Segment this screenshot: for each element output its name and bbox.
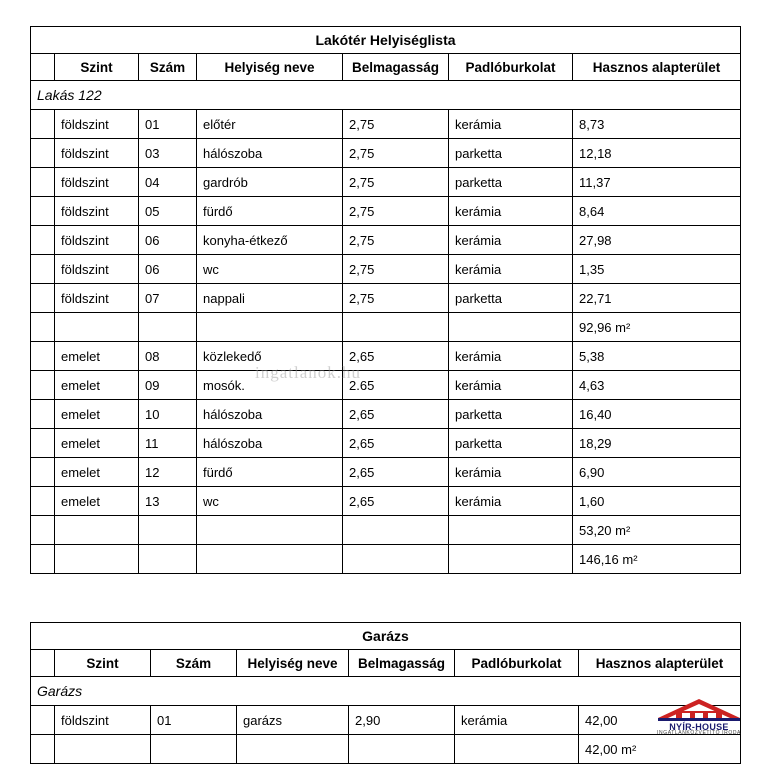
cell-szint: emelet xyxy=(55,458,139,487)
cell-padlo: kerámia xyxy=(449,458,573,487)
cell-belmagassag: 2,90 xyxy=(349,706,455,735)
garage-column-header-szam: Szám xyxy=(151,650,237,677)
row-marker xyxy=(31,545,55,574)
garage-total-row xyxy=(31,735,741,764)
column-header-szint: Szint xyxy=(55,54,139,81)
garage-group-label: Garázs xyxy=(31,677,741,706)
cell-padlo: kerámia xyxy=(449,255,573,284)
cell-szam: 11 xyxy=(139,429,197,458)
column-header-hasznos-alapterulet: Hasznos alapterület xyxy=(573,54,741,81)
garage-column-header-padloburkolat: Padlóburkolat xyxy=(455,650,579,677)
garage-column-header-hasznos-alapterulet: Hasznos alapterület xyxy=(579,650,741,677)
row-marker xyxy=(31,400,55,429)
cell-nev: gardrób xyxy=(197,168,343,197)
row-marker xyxy=(31,487,55,516)
table-row xyxy=(31,139,741,168)
garage-total-value: 42,00 m² xyxy=(579,735,741,764)
cell-szam: 12 xyxy=(139,458,197,487)
cell-terulet: 8,73 xyxy=(573,110,741,139)
group-label: Lakás 122 xyxy=(31,81,741,110)
table-row xyxy=(31,197,741,226)
cell-szam: 06 xyxy=(139,255,197,284)
row-marker xyxy=(31,284,55,313)
cell-szint: földszint xyxy=(55,284,139,313)
cell-belmagassag: 2,65 xyxy=(343,429,449,458)
cell-belmagassag: 2,75 xyxy=(343,168,449,197)
cell-padlo: kerámia xyxy=(449,342,573,371)
garage-table-title: Garázs xyxy=(31,623,741,650)
cell-nev: közlekedő xyxy=(197,342,343,371)
cell-szam: 09 xyxy=(139,371,197,400)
garage-column-header-blank xyxy=(31,650,55,677)
cell-szam: 04 xyxy=(139,168,197,197)
cell-nev: hálószoba xyxy=(197,429,343,458)
cell-nev: konyha-étkező xyxy=(197,226,343,255)
cell-nev: előtér xyxy=(197,110,343,139)
cell-szam: 05 xyxy=(139,197,197,226)
cell-szam: 08 xyxy=(139,342,197,371)
cell-nev: hálószoba xyxy=(197,400,343,429)
column-header-helyiseg-neve: Helyiség neve xyxy=(197,54,343,81)
cell-padlo: kerámia xyxy=(449,226,573,255)
cell-terulet: 16,40 xyxy=(573,400,741,429)
row-marker xyxy=(31,226,55,255)
cell-terulet: 5,38 xyxy=(573,342,741,371)
table-row xyxy=(31,342,741,371)
cell-belmagassag: 2,75 xyxy=(343,226,449,255)
cell-padlo: parketta xyxy=(449,284,573,313)
cell-terulet: 8,64 xyxy=(573,197,741,226)
cell-szam: 13 xyxy=(139,487,197,516)
table-title: Lakótér Helyiséglista xyxy=(31,27,741,54)
table-row xyxy=(31,110,741,139)
cell-nev: fürdő xyxy=(197,458,343,487)
cell-szint: földszint xyxy=(55,110,139,139)
row-marker xyxy=(31,706,55,735)
row-marker xyxy=(31,139,55,168)
cell-terulet: 4,63 xyxy=(573,371,741,400)
cell-belmagassag: 2,65 xyxy=(343,458,449,487)
table-header-row xyxy=(31,54,741,81)
cell-nev: wc xyxy=(197,487,343,516)
table-row xyxy=(31,487,741,516)
cell-belmagassag: 2,65 xyxy=(343,342,449,371)
subtotal-row-upperfloor xyxy=(31,516,741,545)
row-marker xyxy=(31,313,55,342)
cell-szint: emelet xyxy=(55,400,139,429)
cell-belmagassag: 2,75 xyxy=(343,197,449,226)
cell-nev: garázs xyxy=(237,706,349,735)
cell-terulet: 42,00 xyxy=(579,706,741,735)
cell-nev: mosók. xyxy=(197,371,343,400)
cell-terulet: 11,37 xyxy=(573,168,741,197)
row-marker xyxy=(31,371,55,400)
row-marker xyxy=(31,429,55,458)
cell-szint: földszint xyxy=(55,168,139,197)
garage-title-row xyxy=(31,623,741,650)
logo-name: NYÍR-HOUSE xyxy=(669,722,729,732)
cell-szam: 07 xyxy=(139,284,197,313)
cell-szint: földszint xyxy=(55,139,139,168)
cell-belmagassag: 2.65 xyxy=(343,371,449,400)
row-marker xyxy=(31,342,55,371)
living-area-table xyxy=(30,26,741,574)
garage-header-row xyxy=(31,650,741,677)
group-row xyxy=(31,81,741,110)
cell-padlo: parketta xyxy=(449,139,573,168)
subtotal-upperfloor-value: 53,20 m² xyxy=(573,516,741,545)
cell-belmagassag: 2,75 xyxy=(343,255,449,284)
cell-padlo: kerámia xyxy=(449,197,573,226)
cell-terulet: 18,29 xyxy=(573,429,741,458)
subtotal-row-groundfloor xyxy=(31,313,741,342)
table-row xyxy=(31,429,741,458)
table-row xyxy=(31,284,741,313)
cell-szam: 10 xyxy=(139,400,197,429)
column-header-padloburkolat: Padlóburkolat xyxy=(449,54,573,81)
cell-terulet: 1,60 xyxy=(573,487,741,516)
cell-belmagassag: 2,65 xyxy=(343,400,449,429)
garage-column-header-szint: Szint xyxy=(55,650,151,677)
cell-padlo: kerámia xyxy=(455,706,579,735)
subtotal-groundfloor-value: 92,96 m² xyxy=(573,313,741,342)
table-row xyxy=(31,400,741,429)
row-marker xyxy=(31,168,55,197)
cell-terulet: 1,35 xyxy=(573,255,741,284)
table-row xyxy=(31,458,741,487)
cell-padlo: parketta xyxy=(449,168,573,197)
cell-szam: 06 xyxy=(139,226,197,255)
cell-szint: emelet xyxy=(55,371,139,400)
row-marker xyxy=(31,458,55,487)
total-value: 146,16 m² xyxy=(573,545,741,574)
cell-padlo: kerámia xyxy=(449,487,573,516)
cell-szint: földszint xyxy=(55,226,139,255)
cell-nev: wc xyxy=(197,255,343,284)
cell-belmagassag: 2,65 xyxy=(343,487,449,516)
cell-szint: földszint xyxy=(55,197,139,226)
column-header-blank xyxy=(31,54,55,81)
cell-belmagassag: 2,75 xyxy=(343,284,449,313)
row-marker xyxy=(31,255,55,284)
row-marker xyxy=(31,516,55,545)
row-marker xyxy=(31,110,55,139)
cell-szam: 03 xyxy=(139,139,197,168)
column-header-szam: Szám xyxy=(139,54,197,81)
cell-padlo: parketta xyxy=(449,400,573,429)
cell-szam: 01 xyxy=(151,706,237,735)
table-row xyxy=(31,226,741,255)
cell-nev: fürdő xyxy=(197,197,343,226)
cell-padlo: parketta xyxy=(449,429,573,458)
cell-nev: hálószoba xyxy=(197,139,343,168)
table-row xyxy=(31,255,741,284)
cell-terulet: 22,71 xyxy=(573,284,741,313)
cell-padlo: kerámia xyxy=(449,371,573,400)
cell-szam: 01 xyxy=(139,110,197,139)
cell-belmagassag: 2,75 xyxy=(343,139,449,168)
cell-terulet: 12,18 xyxy=(573,139,741,168)
table-row xyxy=(31,706,741,735)
row-marker xyxy=(31,197,55,226)
garage-group-row xyxy=(31,677,741,706)
logo-subtitle: INGATLANKÖZVETÍTŐ IRODA xyxy=(657,730,741,736)
cell-szint: földszint xyxy=(55,255,139,284)
cell-padlo: kerámia xyxy=(449,110,573,139)
table-title-row xyxy=(31,27,741,54)
cell-terulet: 27,98 xyxy=(573,226,741,255)
garage-column-header-belmagassag: Belmagasság xyxy=(349,650,455,677)
cell-szint: földszint xyxy=(55,706,151,735)
cell-belmagassag: 2,75 xyxy=(343,110,449,139)
watermark-text: ingatlanok.hu xyxy=(255,363,362,382)
cell-szint: emelet xyxy=(55,429,139,458)
column-header-belmagassag: Belmagasság xyxy=(343,54,449,81)
cell-terulet: 6,90 xyxy=(573,458,741,487)
row-marker xyxy=(31,735,55,764)
garage-table xyxy=(30,622,741,764)
cell-szint: emelet xyxy=(55,487,139,516)
cell-szint: emelet xyxy=(55,342,139,371)
table-row xyxy=(31,168,741,197)
cell-nev: nappali xyxy=(197,284,343,313)
garage-column-header-helyiseg-neve: Helyiség neve xyxy=(237,650,349,677)
table-row xyxy=(31,371,741,400)
total-row xyxy=(31,545,741,574)
